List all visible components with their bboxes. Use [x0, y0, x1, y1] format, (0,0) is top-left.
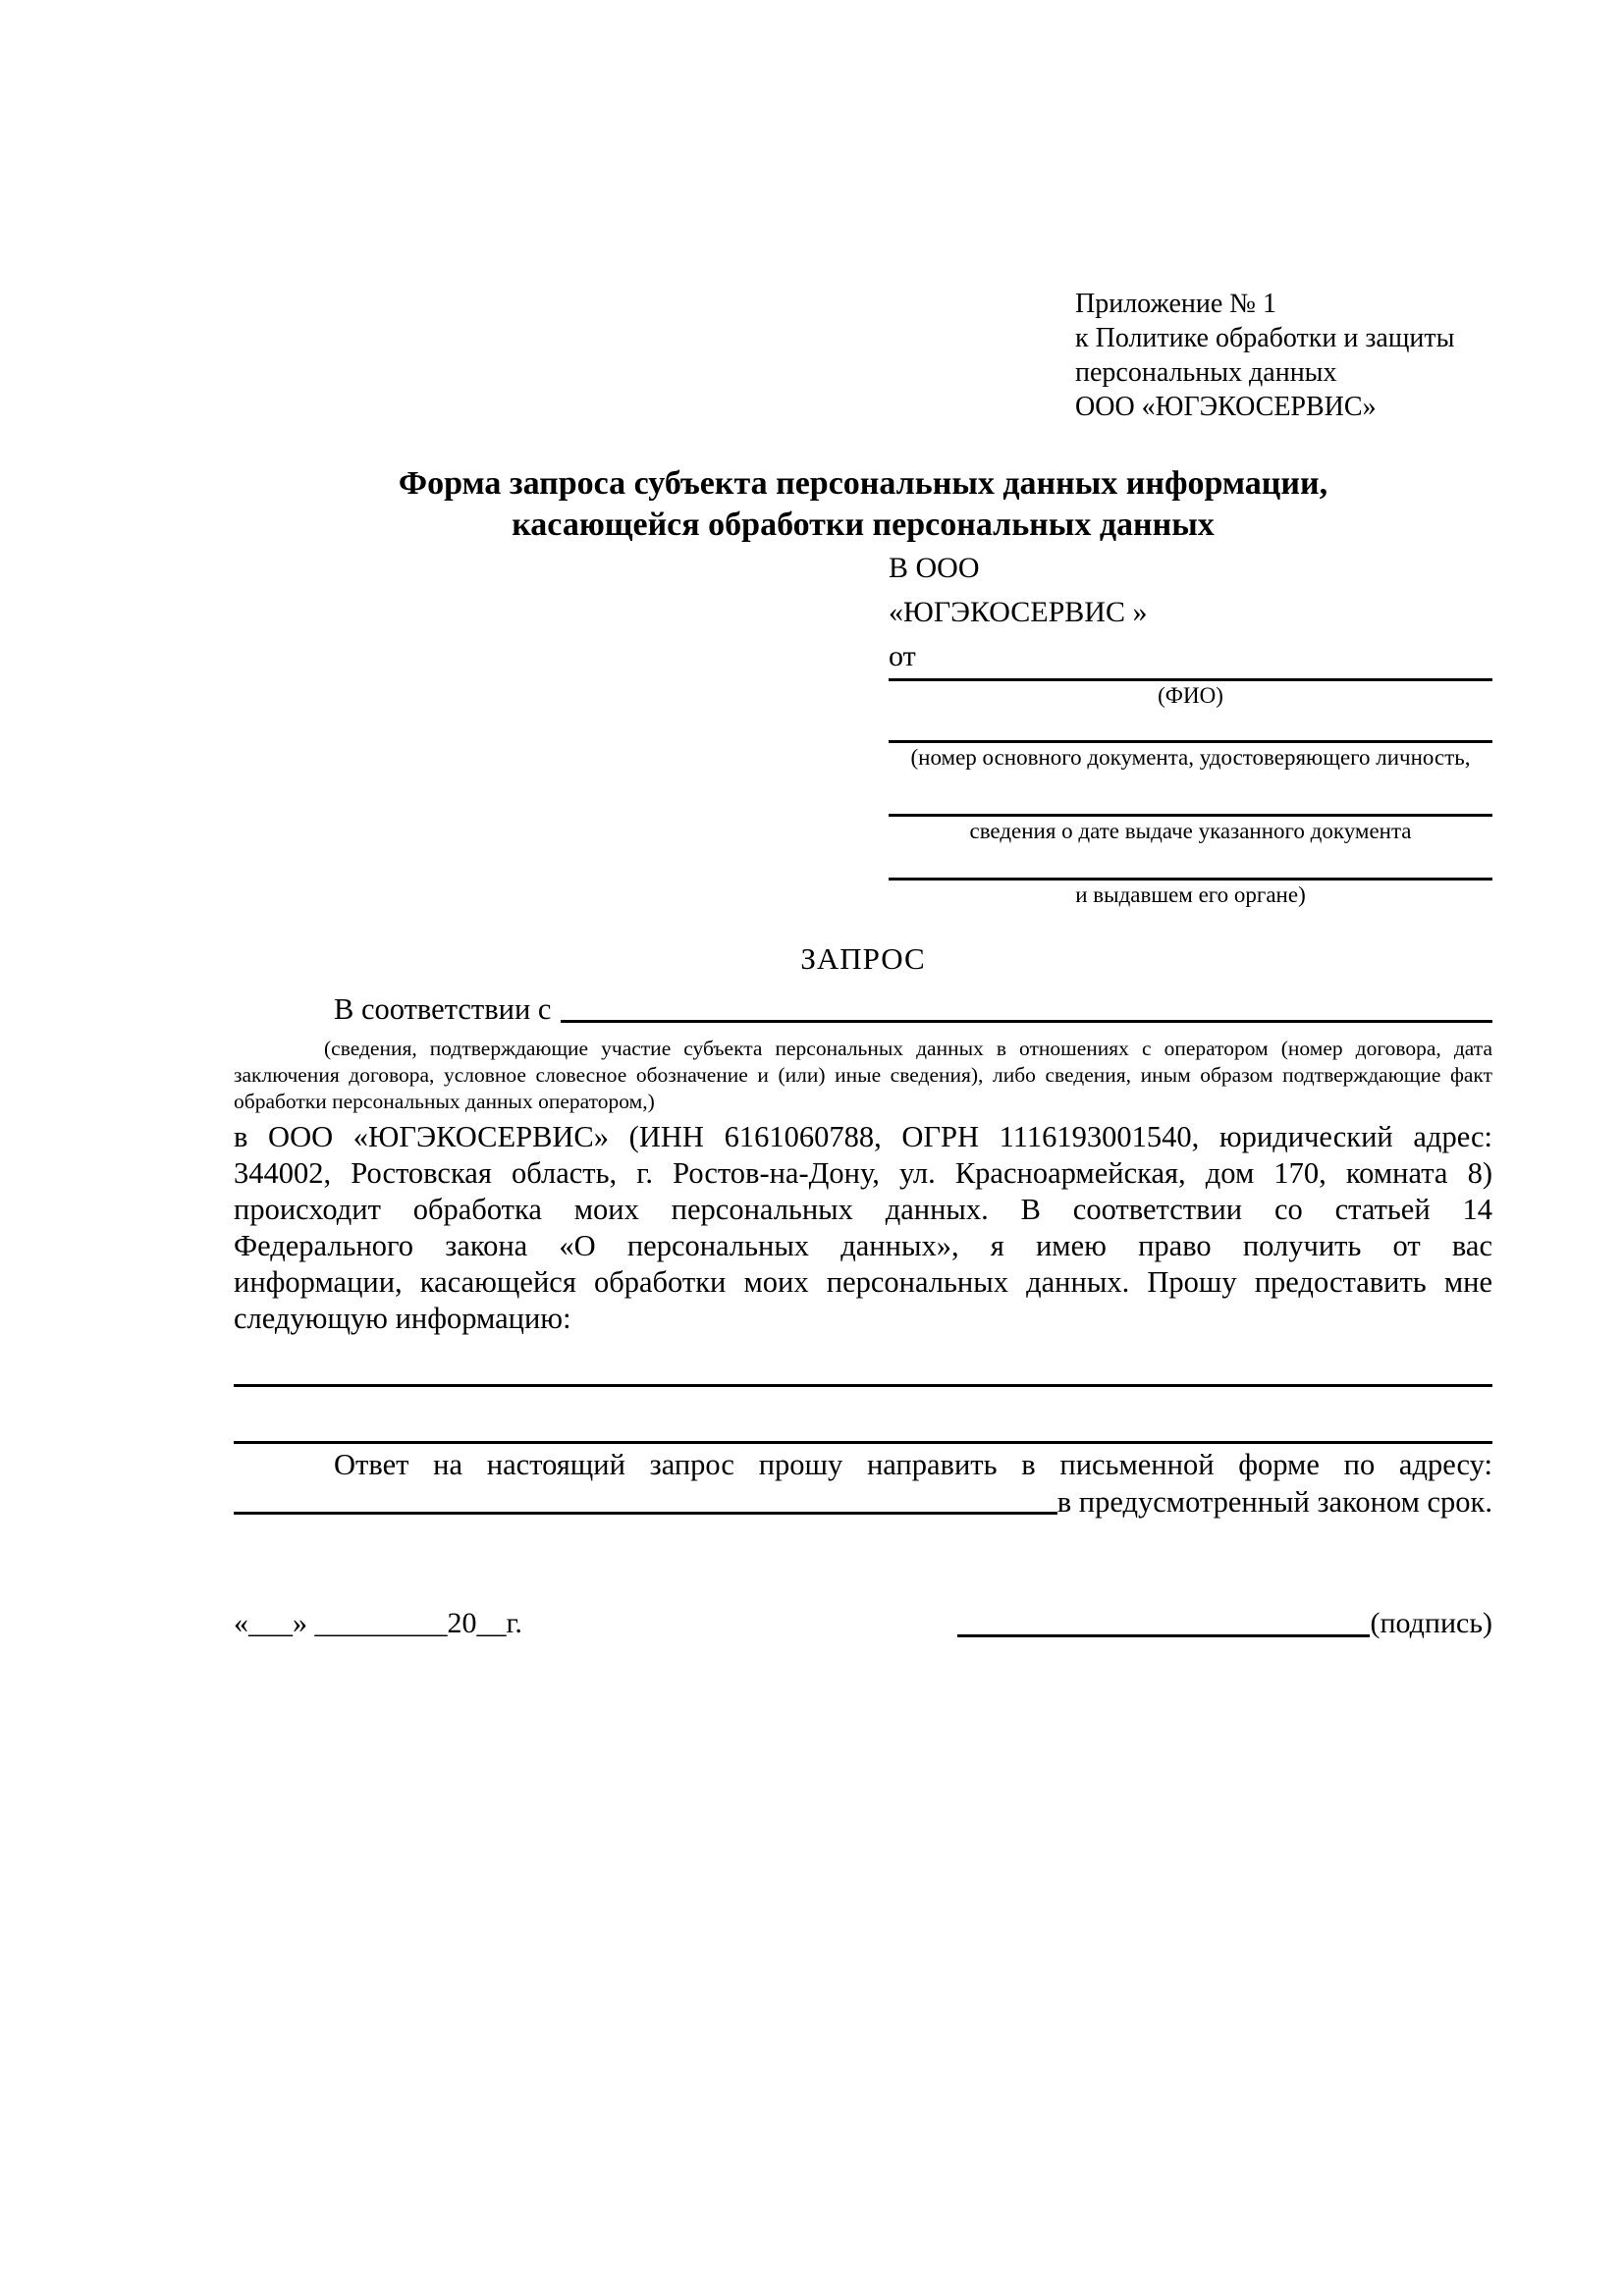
- annex-header-line: персональных данных: [1075, 357, 1337, 388]
- document-title: [234, 463, 1492, 546]
- footer-row: [234, 1604, 1492, 1643]
- fio-caption: (ФИО): [1158, 683, 1223, 708]
- date-field: «___» _________20__г.: [234, 1607, 522, 1639]
- addressee-line: В ООО: [889, 552, 980, 584]
- body-paragraph-line: информации, касающейся обработки моих персональных данных. Прошу предоставить мне: [234, 1265, 1492, 1299]
- issue-date-caption: сведения о дате выдаче указанного документа: [969, 819, 1412, 843]
- reply-paragraph-suffix: в предусмотренный законом срок.: [1056, 1485, 1492, 1519]
- note-paragraph: [234, 1036, 1492, 1115]
- annex-header-block: [1075, 287, 1492, 424]
- document-number-caption: (номер основного документа, удостоверяющего личность,: [910, 745, 1471, 770]
- signature-blank-line: [957, 1604, 1370, 1637]
- reply-paragraph-line2: [234, 1483, 1492, 1521]
- document-content: [234, 0, 1492, 1643]
- addressee-block: [889, 546, 1492, 910]
- note-line: заключения договора, условное словесное обозначение и (или) иные сведения), либо сведения, иным образом подтверждающие факт: [234, 1063, 1492, 1087]
- body-paragraph: [234, 1119, 1492, 1337]
- intro-blank-line: [561, 990, 1492, 1023]
- intro-paragraph: [234, 990, 1492, 1028]
- request-heading: ЗАПРОС: [800, 941, 926, 976]
- document-title-line2: касающейся обработки персональных данных: [512, 507, 1215, 543]
- body-paragraph-line: в ООО «ЮГЭКОСЕРВИС» (ИНН 6161060788, ОГРН 1116193001540, юридический адрес:: [234, 1120, 1492, 1153]
- note-line: обработки персональных данных оператором,): [234, 1090, 655, 1113]
- body-paragraph-line: следующую информацию:: [234, 1302, 571, 1335]
- annex-header-line: ООО «ЮГЭКОСЕРВИС»: [1075, 392, 1377, 422]
- reply-paragraph-line1: Ответ на настоящий запрос прошу направить в письменной форме по адресу:: [334, 1448, 1492, 1481]
- addressee-line: от: [889, 640, 916, 672]
- body-paragraph-line: происходит обработка моих персональных данных. В соответствии со статьей 14: [234, 1193, 1492, 1226]
- intro-label: В соответствии с: [334, 992, 552, 1026]
- annex-header-line: к Политике обработки и защиты: [1075, 323, 1455, 353]
- signature-block: [957, 1604, 1492, 1643]
- address-blank-line: [234, 1483, 1057, 1515]
- document-title-line1: Форма запроса субъекта персональных данных информации,: [398, 465, 1328, 502]
- annex-header-line: Приложение № 1: [1075, 289, 1276, 319]
- note-line: (сведения, подтверждающие участие субъекта персональных данных в отношениях с оператором (номер договора, дата: [324, 1037, 1492, 1060]
- body-paragraph-line: 344002, Ростовская область, г. Ростов-на-Дону, ул. Красноармейская, дом 170, комната 8): [234, 1156, 1492, 1190]
- issuing-authority-caption: и выдавшем его органе): [1075, 882, 1306, 907]
- information-blank-line-2: [234, 1441, 1492, 1444]
- signature-caption: (подпись): [1370, 1607, 1492, 1639]
- information-blank-line-1: [234, 1384, 1492, 1387]
- body-paragraph-line: Федерального закона «О персональных данных», я имею право получить от вас: [234, 1229, 1492, 1262]
- addressee-line: «ЮГЭКОСЕРВИС »: [889, 596, 1148, 628]
